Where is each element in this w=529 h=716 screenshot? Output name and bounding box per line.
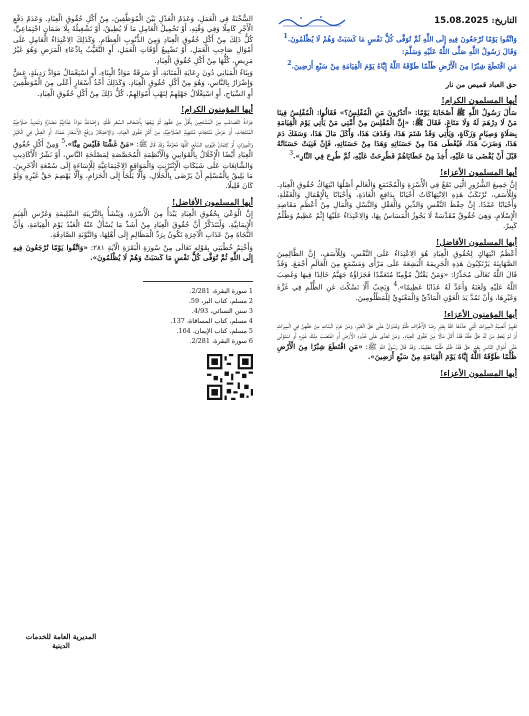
paragraph-3: أَعْظَمُ انْتِهَاكٍ لِحُقُوقِ الْعِبَادِ هُوَ الِاعْتِدَاءُ عَلَى النَّفْسِ، وَلِلْأَسَفِ، إِنَّ الظَّالِمِينَ الصَّهَايِنَةَ يَرْتَكِبُونَ هَذِهِ الْجَرِيمَةَ الْبَشِعَةَ عَلَى مَرْأًى وَمَسْمَعٍ مِنَ الْعَالَمِ أَجْمَعَ. وَقَدْ قَالَ اللَّهُ تَعَالَى مُحَذِّرًا: «وَمَنْ يَقْتُلْ مُؤْمِنًا مُتَعَمِّدًا فَجَزَاؤُهُ جَهَنَّمُ خَالِدًا فِيهَا وَغَضِبَ اللَّهُ عَلَيْهِ وَلَعَنَهُ وَأَعَدَّ لَهُ عَذَابًا عَظِيمًا».$^4$ وَيَجِبُ أَلَّا نَسْكُتَ عَنِ الظُّلْمِ فِي غَزَّةَ وَغَيْرِهَا، وَأَنْ نَمُدَّ يَدَ الْعَوْنِ الْمَادِّيِّ وَالْمَعْنَوِيِّ لِلْمَظْلُومِينَ. xyxy=(277,249,517,303)
footnote-item: 1 سورة البقرة، 2/281. xyxy=(189,287,253,296)
left-paragraph-4: إِنَّ الْوَعْيَ بِحُقُوقِ الْعِبَادِ يَبْدَأُ مِنَ الْأُسْرَةِ، وَيَنْشَأُ بِالتَّرْبِيَةِ السَّلِيمَةِ وَغَرْسِ الْقِيَمِ الْإِيمَانِيَّةِ. وَلْنَتَذَكَّرْ أَنَّ حُقُوقَ الْعِبَادِ مِنْ أَشَدِّ مَا يُسْأَلُ عَنْهُ الْعَبْدُ يَوْمَ الْقِيَامَةِ، وَأَنَّ النَّجَاةَ مِنْ عَذَابِ الْآخِرَةِ تَكُونُ بِرَدِّ الْمَظَالِمِ إِلَى أَهْلِهَا، وَالتَّوْبَةِ الصَّادِقَةِ. xyxy=(13,209,253,240)
footnote-item: 4 مسلم، كتاب المساقاة، 137. xyxy=(170,317,253,326)
footnote-item: 6 سورة البقرة، 2/281. xyxy=(189,337,253,346)
paragraph-4: تَغْيِيرُ أَنْصِبَةِ الْمِيرَاثِ الَّتِي حَدَّدَهَا اللَّهُ بِغَيْرِ رِضَا الْأَطْرَافِ ظُلْمٌ وَعُدْوَانٌ عَلَى حَقِّ الْغَيْرِ، وَمَنْ حَرَمَ الْبَنَاتِ مِنْ حَقِّهِنَّ فِي الْمِيرَاثِ أَوْ لَمْ يُعْطِ مَنْ لَهُ حَقٌّ حَقَّهُ فَقَدْ أَكَلَ مَالًا مِنْ حُقُوقِ الْعِبَادِ. وَمَنْ تَعَدَّى عَلَى حُدُودِ الْأَرْضِ أَوِ اغْتَصَبَ مِلْكَ غَيْرِهِ أَوِ اسْتَوْلَى عَلَى أَمْوَالِ النَّاسِ بِغَيْرِ حَقٍّ فَقَدْ ظَلَمَ ظُلْمًا عَظِيمًا. وَقَدْ قَالَ رَسُولُ اللَّهِ ﷺ: «مَنِ اقْتَطَعَ شِبْرًا مِنَ الْأَرْضِ ظُلْمًا طَوَّقَهُ اللَّهُ إِيَّاهُ يَوْمَ الْقِيَامَةِ مِنْ سَبْعِ أَرَضِينَ». xyxy=(277,320,517,362)
left-paragraph-2: وَبِنَاءُ الْمَبَانِي دُونَ رِعَايَةِ الْمَتَانَةِ، أَوْ سَرِقَةُ مَوَادِّ الْبِنَاءِ، أَوِ اسْتِعْمَالُ مَوَادَّ رَدِيئَةٍ، غِشٌّ وَإِضْرَارٌ بِالنَّاسِ، وَهُوَ مِنْ أَكْلِ حُقُوقِ الْعِبَادِ. وَكَذَلِكَ أَخْذُ أَسْعَارٍ أَعْلَى مِنَ الْمُوَظَّفِينَ أَوِ السِّيَاحِ، أَوِ اسْتِغْلَالُ جَهْلِهِمْ لِنَهْبِ أَمْوَالِهِمْ، كُلُّ ذَلِكَ مِنْ أَكْلِ حُقُوقِ الْعِبَادِ. xyxy=(13,68,253,98)
heading-3: أيها المسلمون الأفاضل! xyxy=(435,236,517,247)
heading-5: أيها المسلمون الأعزاء! xyxy=(439,367,517,378)
date-block xyxy=(434,16,517,26)
hadith-intro: وَقَالَ رَسُولُ اللَّهِ صَلَّى اللَّهُ عَلَيْهِ وَسَلَّمَ: xyxy=(401,46,517,56)
left-column xyxy=(13,14,253,404)
footnote-item: 3 سنن النسائي، 4/93. xyxy=(191,307,253,316)
salutation-heading: أيها المسلمون الكرام! xyxy=(441,95,517,106)
date-value: 15.08.2025 xyxy=(434,15,489,26)
heading-2: أيها المسلمون الأعزاء! xyxy=(439,167,517,178)
opening-verse: وَاتَّقُوا يَوْمًا تُرْجَعُونَ فِيهِ إِلَى اللَّهِ ثُمَّ تُوَفَّى كُلُّ نَفْسٍ مَا كَسَبَتْ وَهُمْ لَا يُظْلَمُونَ.$^1$ xyxy=(283,33,517,44)
signature-footer: المديرية العامة للخدمات الدينية xyxy=(25,632,97,650)
opening-hadith: مَنِ اقْتَطَعَ شِبْرًا مِنَ الْأَرْضِ ظُلْمًا طَوَّقَهُ اللَّهُ إِيَّاهُ يَوْمَ الْقِيَامَةِ مِنْ سَبْعِ أَرَضِينَ.$^2$ xyxy=(287,60,517,71)
left-paragraph-1: السُّخْنَةُ فِي الْعَمَلِ، وَعَدَمُ الْعَدْلِ بَيْنَ الْمُوَظَّفِينَ، مِنْ أَكْلِ حُقُوقِ الْعِبَادِ. وَعَدَمُ دَفْعِ الْأَجْرِ كَامِلًا وَفِي وَقْتِهِ، أَوْ تَحْمِيلُ الْعَامِلِ مَا لَا يُطِيقُ، أَوْ تَشْغِيلُهُ بِلَا ضَمَانٍ اجْتِمَاعِيٍّ، كُلُّ ذَلِكَ مِنْ أَكْلِ حُقُوقِ الْعِبَادِ وَمِنَ الذُّنُوبِ الْعِظَامِ. وَكَذَلِكَ الِاعْتِدَاءُ الْعَامِلِ عَلَى أَمْوَالِ صَاحِبِ الْعَمَلِ، أَوْ تَضْيِيعُ أَوْقَاتِ الْعَمَلِ، أَوِ التَّغَيُّبُ بِادِّعَاءِ الْمَرَضِ وَهُوَ غَيْرُ مَرِيضٍ، كُلُّهَا مِنْ أَكْلِ حُقُوقِ الْعِبَادِ. xyxy=(13,14,253,65)
paragraph-2: إِنَّ جَمِيعَ الشُّرُورِ الَّتِي تَقَعُ فِي الْأُسْرَةِ وَالْمُجْتَمَعِ وَالْعَالَمِ أَصْلُهَا انْتِهَاكُ حُقُوقِ الْعِبَادِ. وَلِلْأَسَفِ، تُرْتَكَبُ هَذِهِ الِانْتِهَاكَاتُ أَحْيَانًا بِدَافِعِ الْعَادَةِ، وَأَحْيَانًا بِالْإِهْمَالِ وَالْغَفْلَةِ، وَأَحْيَانًا عَمْدًا. إِنَّ حِفْظَ النَّفْسِ وَالدِّينِ وَالْعَقْلِ وَالنَّسْلِ وَالْمَالِ مِنْ أَعْظَمِ مَقَاصِدِ الْإِسْلَامِ، وَهِيَ حُقُوقٌ مُقَدَّسَةٌ لَا يَجُوزُ الْمَسَاسُ بِهَا، وَالِاعْتِدَاءُ عَلَيْهَا إِثْمٌ عَظِيمٌ وَظُلْمٌ كَبِيرٌ. xyxy=(277,179,517,231)
right-column xyxy=(277,14,517,380)
left-heading-2: أيها المسلمون الأفاضل! xyxy=(171,196,253,207)
basmala-calligraphy-icon xyxy=(277,14,347,28)
left-paragraph-5: وَأَخْتِمُ خُطْبَتِي بِقَوْلِهِ تَعَالَى مِنْ سُورَةِ الْبَقَرَةِ الْآيَةِ ٢٨١: «وَاتَّقُوا يَوْمًا تُرْجَعُونَ فِيهِ إِلَى اللَّهِ ثُمَّ تُوَفَّى كُلُّ نَفْسٍ مَا كَسَبَتْ وَهُمْ لَا يُظْلَمُونَ». xyxy=(13,242,253,262)
left-paragraph-3: جَرَاءَةُ التَّصَاعُبِ مِنْ الْمُشْتَحِينَ بِأَقَلَّ مِنْ حَقِّهِمْ ثُمَّ بَيْعُهَا بِأَضْعَافِ السِّعْرِ ظُلْمٌ، وَإِضَاعَةُ مَوَادِّ غِذَائِيَّةٍ مَضَارَّةٍ وَتَمْدِيدُ صَلَاحِيَّةِ الْمُنْتَجَاتِ، أَوْ عَرْضُ مُنْتَجَاتٍ مُنْتَهِيَةِ الصَّلَاحِيَّةِ، مِنْ أَكْلِ حُقُوقِ الْعِبَادِ. وَالِاحْتِكَارُ وَرَفْعُ الْأَسْعَارِ عَمْدًا، أَوِ الْغِشُّ فِي الْكَيْلِ وَالْمِيزَانِ، أَوْ كِتْمَانُ عُيُوبِ السِّلَعِ، كُلُّهَا مُحَرَّمَةٌ وَقَدْ قَالَ ﷺ: «مَنْ غَشَّنَا فَلَيْسَ مِنَّا».$^5$ وَمِنْ أَكْلِ حُقُوقِ الْعِبَادِ أَيْضًا الْإِخْلَالُ بِالْقَوَانِينِ وَالْأَنْظِمَةِ الْمُخَصَّصَةِ لِمَصْلَحَةِ النَّاسِ، أَوْ نَشْرُ الْأَكَاذِيبِ وَالشَّائِعَاتِ عَلَى شَبَكَاتِ الْإِنْتَرْنِتِ وَالْمَوَاقِعِ الِاجْتِمَاعِيَّةِ لِلْإِسَاءَةِ إِلَى سُمْعَةِ الْآخَرِينَ. مَا يَلِيقُ بِالْمُسْلِمِ أَنْ يَرْضَى بِالْحَلَالِ، وَأَلَّا يَلْجَأَ إِلَى الْحَرَامِ، وَأَلَّا يَهْضِمَ حَقَّ غَيْرِهِ وَلَوْ كَانَ قَلِيلًا. xyxy=(13,116,253,191)
heading-4: أيها المؤمنون الأعزاء! xyxy=(443,308,517,319)
left-heading-1: أيها المؤمنون الكرام! xyxy=(180,104,253,115)
footnote-item: 2 مسلم، كتاب البر، 59. xyxy=(188,297,253,306)
header-row xyxy=(277,14,517,28)
date-label: التاريخ: xyxy=(491,15,517,26)
footnotes xyxy=(13,286,253,346)
paragraph-1: سَأَلَ رَسُولُ اللَّهِ ﷺ أَصْحَابَهُ يَوْمًا: «أَتَدْرُونَ مَنِ الْمُفْلِسُ؟» فَقَالُوا: الْمُفْلِسُ فِينَا مَنْ لَا دِرْهَمَ لَهُ وَلَا مَتَاعَ. فَقَالَ ﷺ: «إِنَّ الْمُفْلِسَ مِنْ أُمَّتِي مَنْ يَأْتِي يَوْمَ الْقِيَامَةِ بِصَلَاةٍ وَصِيَامٍ وَزَكَاةٍ، وَيَأْتِي وَقَدْ شَتَمَ هَذَا، وَقَذَفَ هَذَا، وَأَكَلَ مَالَ هَذَا، وَسَفَكَ دَمَ هَذَا، وَضَرَبَ هَذَا، فَيُعْطَى هَذَا مِنْ حَسَنَاتِهِ وَهَذَا مِنْ حَسَنَاتِهِ، فَإِنْ فَنِيَتْ حَسَنَاتُهُ قَبْلَ أَنْ يُقْضَى مَا عَلَيْهِ، أُخِذَ مِنْ خَطَايَاهُمْ فَطُرِحَتْ عَلَيْهِ، ثُمَّ طُرِحَ فِي النَّارِ».$^3$ xyxy=(277,107,517,161)
qr-code-icon[interactable] xyxy=(207,354,253,400)
sermon-title: حق العباد قميص من نار xyxy=(445,80,517,89)
footnote-item: 5 مسلم، كتاب الإيمان، 164. xyxy=(176,327,253,336)
footnote-divider xyxy=(143,281,253,282)
